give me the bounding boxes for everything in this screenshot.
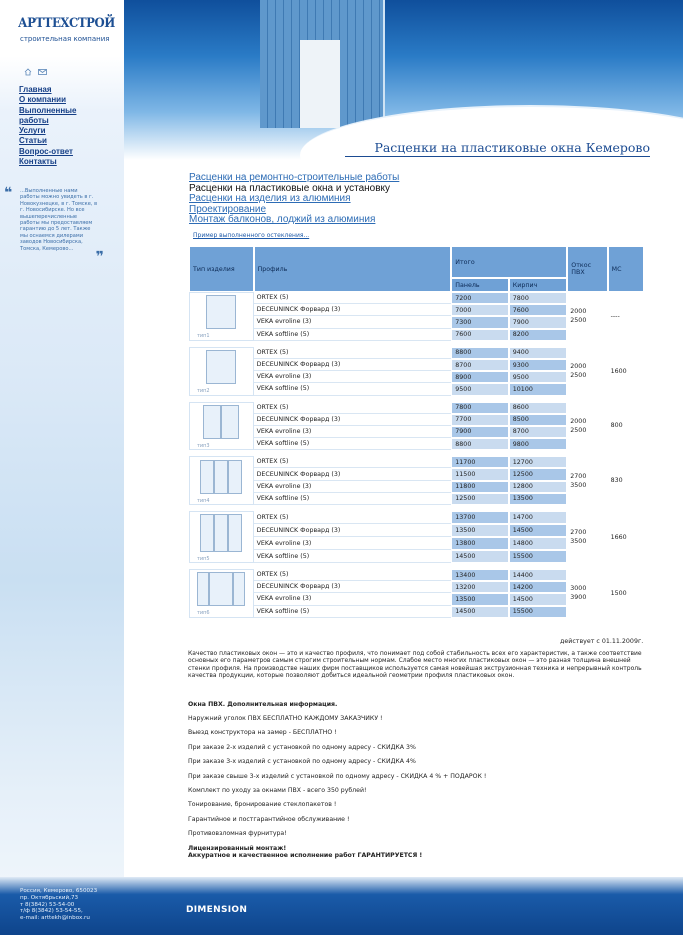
brick-price-cell: 12700 xyxy=(509,456,568,468)
profile-cell: VEKA softline (5) xyxy=(254,606,452,618)
info-item: При заказе 2-х изделий с установкой по одному адресу - СКИДКА 3% xyxy=(188,743,416,751)
profile-cell: VEKA softline (5) xyxy=(254,493,452,505)
profile-cell: ORTEX (5) xyxy=(254,347,452,359)
profile-cell: VEKA evroline (3) xyxy=(254,371,452,383)
price-table xyxy=(189,246,644,618)
col-type: Тип изделия xyxy=(189,246,254,292)
brick-price-cell: 10100 xyxy=(509,383,568,395)
developer-mark: DIMENSION xyxy=(186,905,248,915)
info-item: Гарантийное и постгарантийное обслуживание ! xyxy=(188,815,350,823)
building-photo xyxy=(260,0,385,128)
otkos-value: 2000 xyxy=(570,417,587,425)
window-type-2 xyxy=(189,347,254,396)
nav-item-1[interactable]: О компании xyxy=(19,95,66,105)
otkos-value: 3500 xyxy=(570,481,587,489)
window-icon xyxy=(206,350,236,384)
description: Качество пластиковых окон — это и качество профиля, что понимает под собой стабильность всех его характеристик, а также соответствие основных его параметров самым строгим строительным нормам. Слабое место многих пластиковых окон — это разная толщина внешней стенки профиля. На производстве наших фирм поставщиков используется самая новейшая экструзионная техника и непрерывный контроль качества продукции, которые позволяют добиться идеальной геометрии профиля пластиковых окон. xyxy=(188,650,642,679)
info-item: Противовзломная фурнитура! xyxy=(188,830,287,838)
window-pane xyxy=(221,405,239,439)
window-pane xyxy=(233,572,245,606)
utility-icons xyxy=(24,68,46,76)
otkos-value: 3900 xyxy=(570,594,587,602)
profile-cell: DECEUNINCK Форвард (3) xyxy=(254,304,452,316)
profile-cell: VEKA evroline (3) xyxy=(254,481,452,493)
home-icon[interactable] xyxy=(24,68,32,76)
brick-price-cell: 15500 xyxy=(509,550,568,563)
brick-price-cell: 8500 xyxy=(509,414,568,426)
window-pane xyxy=(214,460,228,494)
window-type-6 xyxy=(189,569,254,618)
info-item: Наружний уголок ПВХ БЕСПЛАТНО КАЖДОМУ ЗАКАЗЧИКУ ! xyxy=(188,715,383,722)
window-pane xyxy=(228,514,242,552)
address-line: e-mail: arttekh@inbox.ru xyxy=(20,915,90,922)
col-ms: МС xyxy=(608,246,644,292)
profile-cell: DECEUNINCK Форвард (3) xyxy=(254,524,452,537)
profile-cell: DECEUNINCK Форвард (3) xyxy=(254,414,452,426)
profile-cell: VEKA softline (5) xyxy=(254,329,452,341)
window-icon xyxy=(203,405,239,439)
otkos-value: 3500 xyxy=(570,538,587,545)
panel-price-cell: 7200 xyxy=(451,292,509,304)
brick-price-cell: 13500 xyxy=(509,493,568,505)
window-type-label: тип6 xyxy=(197,610,210,617)
profile-cell: ORTEX (5) xyxy=(254,511,452,524)
window-type-label: тип5 xyxy=(197,556,210,562)
panel-price-cell: 8900 xyxy=(451,371,509,383)
logo[interactable] xyxy=(18,16,118,52)
otkos-value: 2500 xyxy=(570,426,587,434)
window-icon xyxy=(200,460,242,494)
panel-price-cell: 9500 xyxy=(451,383,509,395)
table-row xyxy=(189,292,644,304)
col-otkos: Откос ПВХ xyxy=(567,246,607,292)
profile-cell: VEKA evroline (3) xyxy=(254,593,452,605)
panel-price-cell: 8800 xyxy=(451,347,509,359)
otkos-cell xyxy=(567,569,607,618)
window-pane xyxy=(228,460,242,494)
price-link-2[interactable]: Расценки на изделия из алюминия xyxy=(189,193,351,204)
profile-cell: VEKA softline (5) xyxy=(254,550,452,563)
panel-price-cell: 14500 xyxy=(451,606,509,618)
profile-cell: VEKA softline (5) xyxy=(254,383,452,395)
panel-price-cell: 13700 xyxy=(451,511,509,524)
mail-icon[interactable] xyxy=(38,68,46,76)
panel-price-cell: 13200 xyxy=(451,581,509,593)
price-link-1[interactable]: Расценки на пластиковые окна и установку xyxy=(189,182,391,194)
window-type-5 xyxy=(189,511,254,563)
window-type-3 xyxy=(189,402,254,451)
panel-price-cell: 7700 xyxy=(451,414,509,426)
col-profile: Профиль xyxy=(254,246,452,292)
panel-price-cell: 7600 xyxy=(451,329,509,341)
window-pane xyxy=(209,572,233,606)
brick-price-cell: 7900 xyxy=(509,316,568,328)
price-links xyxy=(189,173,399,226)
logo-tagline: строительная компания xyxy=(20,35,110,43)
profile-cell: DECEUNINCK Форвард (3) xyxy=(254,581,452,593)
otkos-value: 2000 xyxy=(570,308,587,316)
ms-cell: 830 xyxy=(608,456,644,505)
quote-text: ...Выполненные нами работы можно увидеть в г. Новокузнецке, в г. Томске, в г. Новосибирске. Но все вышеперечисленные работы мы предоставляем гарантию до 5 лет. Также мы оснаемся дилерами заводов Новосибирска, Томска, Кемерово... xyxy=(20,188,98,252)
window-type-4 xyxy=(189,456,254,505)
panel-price-cell: 13400 xyxy=(451,569,509,581)
nav-item-4[interactable]: Статьи xyxy=(19,136,47,146)
price-link-4[interactable]: Монтаж балконов, лоджий из алюминия xyxy=(189,214,376,225)
brick-price-cell: 14800 xyxy=(509,537,568,550)
otkos-value: 2700 xyxy=(570,472,587,480)
info-item: Выезд конструктора на замер - БЕСПЛАТНО ! xyxy=(188,729,337,737)
window-icon xyxy=(200,514,242,552)
window-pane xyxy=(200,460,214,494)
panel-price-cell: 13500 xyxy=(451,593,509,605)
address-line: Россия, Кемерово, 650023 xyxy=(20,888,98,894)
brick-price-cell: 14400 xyxy=(509,569,568,581)
panel-price-cell: 11800 xyxy=(451,481,509,493)
info-bold-item: Лицензированный монтаж! xyxy=(188,844,287,852)
brick-price-cell: 12800 xyxy=(509,481,568,493)
developer-logo[interactable] xyxy=(186,905,247,915)
table-row xyxy=(189,402,644,414)
panel-price-cell: 13800 xyxy=(451,537,509,550)
col-brick: Кирпич xyxy=(509,278,568,292)
profile-cell: VEKA softline (5) xyxy=(254,438,452,450)
address-block xyxy=(20,888,97,922)
otkos-cell xyxy=(567,511,607,563)
info-item: При заказе свыше 3-х изделий с установкой по одному адресу - СКИДКА 4 % + ПОДАРОК ! xyxy=(188,772,487,780)
main-nav xyxy=(19,85,99,167)
otkos-cell xyxy=(567,456,607,505)
table-row xyxy=(189,569,644,581)
brick-price-cell: 14700 xyxy=(509,511,568,524)
additional-info-list xyxy=(188,715,648,837)
otkos-cell xyxy=(567,402,607,451)
otkos-cell xyxy=(567,347,607,396)
info-item: Тонирование, бронирование стеклопакетов ! xyxy=(188,801,337,809)
price-table-body xyxy=(189,292,644,618)
brick-price-cell: 9300 xyxy=(509,359,568,371)
ms-cell: 1660 xyxy=(608,511,644,563)
window-pane xyxy=(197,572,209,606)
panel-price-cell: 8700 xyxy=(451,359,509,371)
window-icon xyxy=(206,295,236,329)
window-type-label: тип3 xyxy=(197,442,210,449)
brick-price-cell: 15500 xyxy=(509,606,568,618)
valid-from: действует с 01.11.2009г. xyxy=(560,638,644,645)
info-item: При заказе 3-х изделий с установкой по одному адресу - СКИДКА 4% xyxy=(188,758,416,766)
profile-cell: ORTEX (5) xyxy=(254,569,452,581)
otkos-value: 2500 xyxy=(570,317,587,325)
nav-item-6[interactable]: Контакты xyxy=(19,157,57,167)
profile-cell: DECEUNINCK Форвард (3) xyxy=(254,359,452,371)
brick-price-cell: 12500 xyxy=(509,468,568,480)
price-link-3[interactable]: Проектирование xyxy=(189,203,267,215)
quote-block xyxy=(4,185,104,266)
close-quote-icon: ❞ xyxy=(95,249,104,266)
panel-price-cell: 12500 xyxy=(451,493,509,505)
brick-price-cell: 14500 xyxy=(509,524,568,537)
table-row xyxy=(189,347,644,359)
panel-price-cell: 7800 xyxy=(451,402,509,414)
panel-price-cell: 7300 xyxy=(451,316,509,328)
brick-price-cell: 8600 xyxy=(509,402,568,414)
panel-price-cell: 11500 xyxy=(451,468,509,480)
nav-item-0[interactable]: Главная xyxy=(19,85,52,94)
otkos-value: 2000 xyxy=(570,363,587,371)
logo-name: АРТТЕХСТРОЙ xyxy=(18,16,115,31)
profile-cell: VEKA evroline (3) xyxy=(254,316,452,328)
additional-info xyxy=(188,701,648,859)
address-line: т 8(3842) 53-54-00 xyxy=(20,901,75,908)
panel-price-cell: 13500 xyxy=(451,524,509,537)
table-row xyxy=(189,511,644,524)
window-pane xyxy=(206,295,236,329)
col-panel: Панель xyxy=(451,278,509,292)
window-type-label: тип2 xyxy=(197,388,210,395)
nav-item-3[interactable]: Услуги xyxy=(19,126,46,136)
window-type-1 xyxy=(189,292,254,341)
window-type-label: тип4 xyxy=(197,497,210,504)
footer xyxy=(0,877,683,935)
window-icon xyxy=(197,572,245,606)
window-pane xyxy=(214,514,228,552)
panel-price-cell: 14500 xyxy=(451,550,509,563)
profile-cell: VEKA evroline (3) xyxy=(254,426,452,438)
info-bold-item: Аккуратное и качественное исполнение работ ГАРАНТИРУЕТСЯ ! xyxy=(188,851,423,859)
profile-cell: DECEUNINCK Форвард (3) xyxy=(254,468,452,480)
brick-price-cell: 9800 xyxy=(509,438,568,450)
window-pane xyxy=(203,405,221,439)
additional-info-bold xyxy=(188,845,648,859)
panel-price-cell: 8800 xyxy=(451,438,509,450)
brick-price-cell: 14500 xyxy=(509,593,568,605)
brick-price-cell: 8700 xyxy=(509,426,568,438)
otkos-value: 3000 xyxy=(570,585,587,593)
panel-price-cell: 11700 xyxy=(451,456,509,468)
panel-price-cell: 7000 xyxy=(451,304,509,316)
open-quote-icon: ❝ xyxy=(4,185,13,201)
brick-price-cell: 7800 xyxy=(509,292,568,304)
profile-cell: ORTEX (5) xyxy=(254,292,452,304)
profile-cell: ORTEX (5) xyxy=(254,402,452,414)
ms-cell: 1600 xyxy=(608,347,644,396)
window-pane xyxy=(200,514,214,552)
brick-price-cell: 9500 xyxy=(509,371,568,383)
info-item: Комплект по уходу за окнами ПВХ - всего 350 рублей! xyxy=(188,786,367,794)
left-column xyxy=(0,0,124,935)
brick-price-cell: 9400 xyxy=(509,347,568,359)
additional-info-heading: Окна ПВХ. Дополнительная информация. xyxy=(188,701,338,708)
sample-link[interactable]: Пример выполненного остекления... xyxy=(193,232,310,239)
panel-price-cell: 7900 xyxy=(451,426,509,438)
brick-price-cell: 7600 xyxy=(509,304,568,316)
otkos-cell xyxy=(567,292,607,341)
otkos-value: 2700 xyxy=(570,529,587,536)
window-pane xyxy=(206,350,236,384)
nav-item-5[interactable]: Вопрос-ответ xyxy=(19,146,73,156)
col-total: Итого xyxy=(451,246,567,278)
nav-item-2[interactable]: Выполненные работы xyxy=(19,105,77,125)
brick-price-cell: 8200 xyxy=(509,329,568,341)
ms-cell: ---- xyxy=(608,292,644,341)
window-type-label: тип1 xyxy=(197,333,210,340)
page-title: Расценки на пластиковые окна Кемерово xyxy=(345,140,650,157)
table-row xyxy=(189,456,644,468)
profile-cell: ORTEX (5) xyxy=(254,456,452,468)
address-line: т/ф 8(3842) 53-54-55, xyxy=(20,908,83,915)
profile-cell: VEKA evroline (3) xyxy=(254,537,452,550)
price-link-0[interactable]: Расценки на ремонтно-строительные работы xyxy=(189,172,400,183)
address-line: пр. Октябрьский,73 xyxy=(20,894,79,901)
brick-price-cell: 14200 xyxy=(509,581,568,593)
ms-cell: 800 xyxy=(608,402,644,451)
ms-cell: 1500 xyxy=(608,569,644,618)
otkos-value: 2500 xyxy=(570,372,587,380)
